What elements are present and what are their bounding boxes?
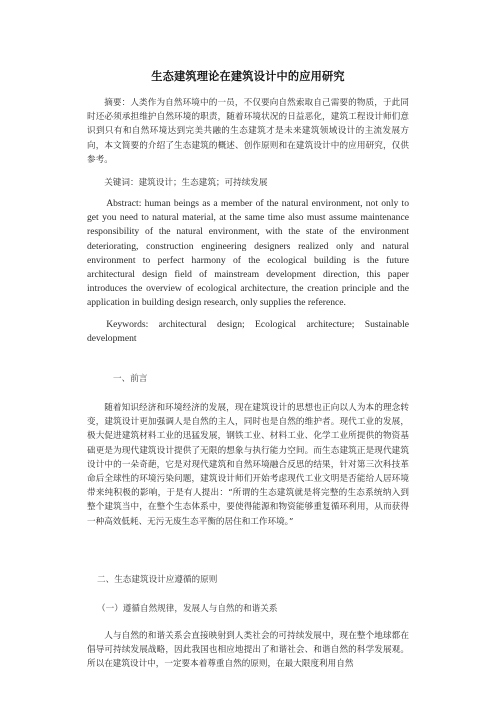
keywords-english: Keywords: architectural design; Ecological architecture; Sustainable development [87,319,409,345]
section-1-body: 随着知识经济和环境经济的发展，现在建筑设计的思想也正向以人为本的理念转变，建筑设计更加强调人是自然的主人，同时也是自然的维护者。现代工业的发展，极大促进建筑材料工业的迅猛发展，钢铁工业、材料工业、化学工业所提供的物资基础更是为现代建筑设计提供了无限的想象与执行能力空间。而生态建筑正是现代建筑设计中的一朵奇葩，它是对现代建筑和自然环境融合反思的结果，针对第三次科技革命后全球性的环境污染问题，建筑设计师们开始考虑现代工业文明是否能给人居环境带来纯积极的影响，于是有人提出：“所谓的生态建筑就是将完整的生态系统纳入到整个建筑当中，在整个生态体系中，要使得能源和物资能够重复循环利用，从而获得一种高效低耗、无污无废生态平衡的居住和工作环境。” [87,403,409,527]
section-2-heading: 二、生态建筑设计应遵循的原则 [97,575,218,585]
section-1-heading: 一、前言 [113,374,148,384]
keywords-chinese: 关键词：建筑设计；生态建筑；可持续发展 [104,178,268,188]
abstract-chinese: 摘要：人类作为自然环境中的一员，不仅要向自然索取自己需要的物质，于此同时还必须承担维护自然环境的职责，随着环境状况的日益恶化，建筑工程设计师们意识到只有和自然环境达到完美共融的生态建筑才是未来建筑领域设计的主流发展方向，本文简要的介绍了生态建筑的概述、创作原则和在建筑设计中的应用研究，仅供参考。 [87,98,409,165]
subsection-1-body: 人与自然的和谐关系会直接映射到人类社会的可持续发展中，现在整个地球都在倡导可持续发展战略，因此我国也相应地提出了和谐社会、和谐自然的科学发展观。所以在建筑设计中，一定要本着尊重自然的原则，在最大限度利用自然 [87,631,409,670]
subsection-1-heading: （一）遵循自然规律，发展人与自然的和谐关系 [97,604,278,614]
document-title: 生态建筑理论在建筑设计中的应用研究 [151,70,345,83]
abstract-english: Abstract: human beings as a member of the natural environment, not only to get you need to natural material, at the same time also must assume maintenance responsibility of the natural environment, with the state of the environment deteriorating, construction engineering designers realized only and natural environment to perfect harmony of the ecological building is the future architectural design field of mainstream development direction, this paper introduces the overview of ecological architecture, the creation principle and the application in building design research, only supplies the reference. [87,198,409,309]
